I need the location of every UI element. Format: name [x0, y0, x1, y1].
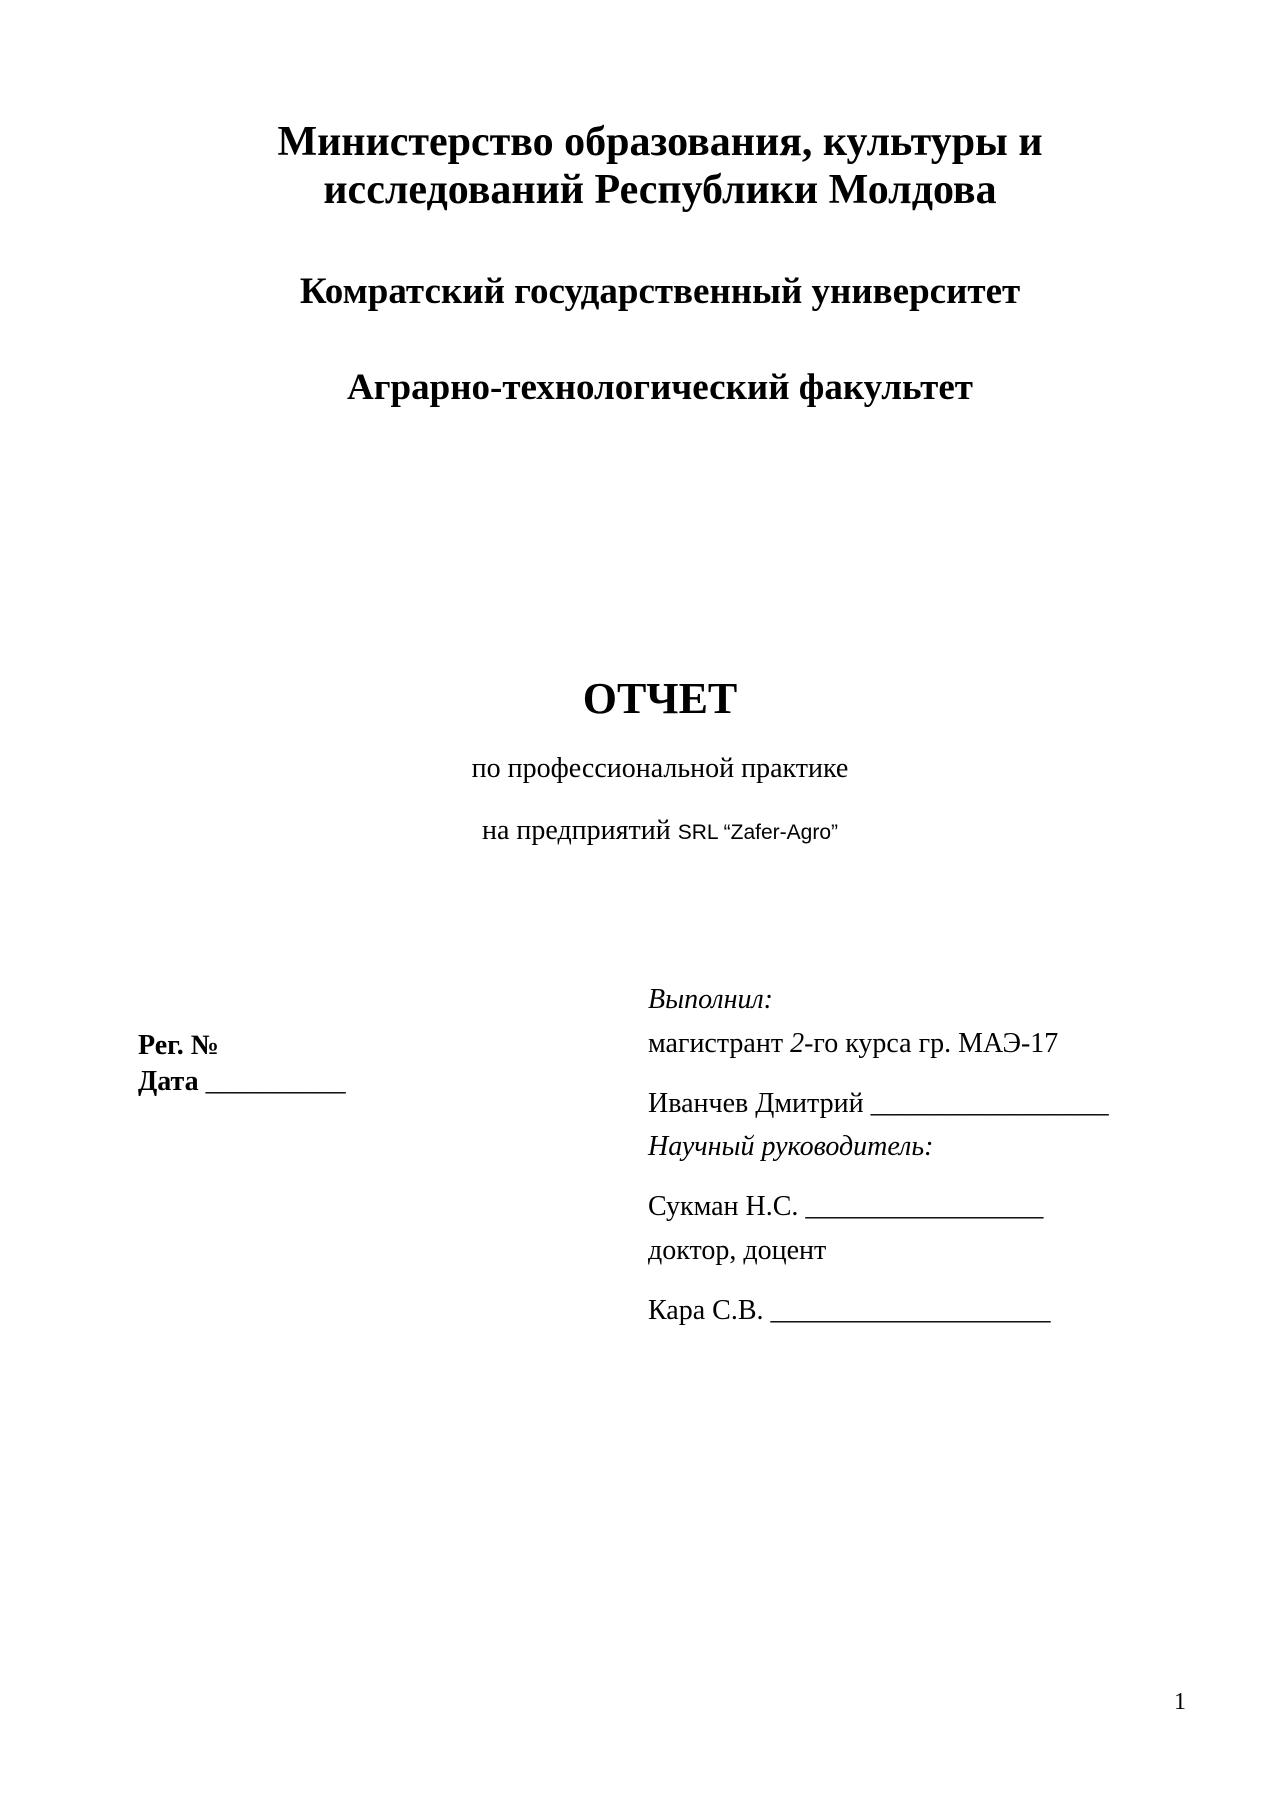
advisor1-name: Сукман Н.С. — [648, 1191, 799, 1222]
faculty-heading: Аграрно-технологический факультет — [347, 367, 973, 408]
ministry-heading — [0, 118, 1280, 214]
advisor2-name: Кара С.В. — [648, 1295, 764, 1326]
student-signature-blank: _________________ — [870, 1088, 1109, 1119]
report-subtitle: по профессиональной практике — [471, 753, 849, 784]
student-name-line — [648, 1087, 1109, 1121]
report-enterprise — [0, 814, 1280, 850]
registration-block — [138, 1028, 346, 1100]
page-number: 1 — [1174, 1689, 1186, 1715]
advisor1-degree: доктор, доцент — [648, 1235, 827, 1266]
course-suffix: -го курса гр. МАЭ-17 — [804, 1028, 1059, 1059]
course-number: 2 — [790, 1028, 805, 1059]
advisor1-signature-blank: _________________ — [805, 1191, 1044, 1222]
advisor1-line — [648, 1190, 1043, 1224]
student-prefix: магистрант — [648, 1028, 784, 1059]
registration-number-label: Рег. № — [138, 1030, 219, 1061]
enterprise-prefix: на предприятий — [481, 815, 671, 846]
advisor-label: Научный руководитель: — [648, 1131, 934, 1162]
ministry-heading-line1: Министерство образования, культуры и — [277, 119, 1043, 165]
university-heading: Комратский государственный университет — [299, 271, 1021, 312]
student-name: Иванчев Дмитрий — [648, 1088, 864, 1119]
advisor2-line — [648, 1294, 1051, 1328]
registration-date-line — [138, 1064, 346, 1100]
registration-date-blank: __________ — [205, 1066, 346, 1097]
ministry-heading-line2: исследований Республики Молдова — [323, 167, 997, 213]
performed-label: Выполнил: — [648, 984, 774, 1015]
registration-date-label: Дата — [138, 1066, 199, 1097]
report-title: ОТЧЕТ — [582, 674, 738, 723]
student-course-line — [648, 1027, 1058, 1061]
enterprise-name: SRL “Zafer-Agro” — [677, 821, 839, 844]
advisor2-signature-blank: ____________________ — [770, 1295, 1051, 1326]
